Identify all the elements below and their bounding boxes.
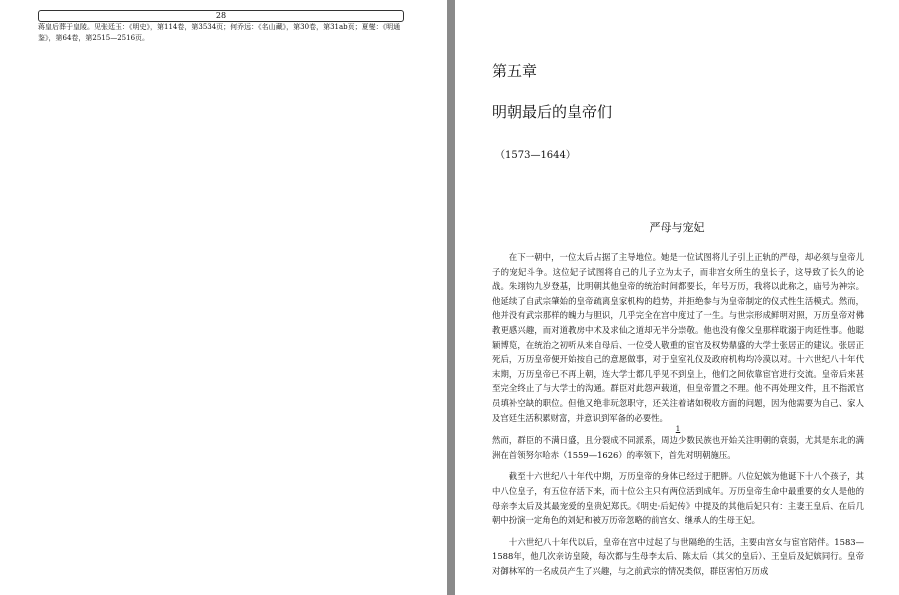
paragraph: 截至十六世纪八十年代中期，万历皇帝的身体已经过于肥胖。八位妃嫔为他诞下十八个孩子，其中八位皇子，有五位存活下来，而十位公主只有两位活到成年。万历皇帝生命中最重要的女人是他的母亲李太后及其最宠爱的皇贵妃郑氏。《明史·后妃传》中提及的其他后妃只有：主妻王皇后、在后几朝中扮演一定角色的刘妃和被万历帝忽略的前宫女、继承人的生母王妃。 — [492, 471, 864, 526]
paragraph: 在下一朝中，一位太后占据了主导地位。她是一位试图将儿子引上正轨的严母，却必须与皇帝儿子的宠妃斗争。这位妃子试图将自己的儿子立为太子，而非宫女所生的皇长子，这导致了长久的论战。朱翊钧九岁登基，比明朝其他皇帝的统治时间都要长，年号万历，我将以此称之，庙号为神宗。他延续了自武宗肇始的皇帝疏离皇家机构的趋势，并拒绝参与为皇帝制定的仪式性生活模式。然而，他并没有武宗那样的魄力与胆识，几乎完全在宫中度过了一生。与世宗形成鲜明对照，万历皇帝对佛教更感兴趣，而对道教房中术及求仙之道却无半分崇敬。他也没有像父皇那样耽溺于肉廷性事。他聪颖博览，在统治之初听从来自母后、一位受人敬重的宦官及权势鼎盛的大学士张居正的建议。张居正死后，万历皇帝便开始按自己的意愿做事，对于皇室礼仪及政府机构均冷漠以对。十六世纪八十年代末期，万历皇帝已不再上朝，连大学士都几乎见不到皇上，他们之间依靠宦官进行交流。皇帝后来甚至完全终止了与大学士的沟通。群臣对此怨声载道，但皇帝置之不理。他不再处理文件，且不指派官员填补空缺的职位。但他又绝非玩忽职守，还关注着诸如税收方面的问题，因为他需要为自己、家人及宫廷生活积累财富，并意识到军备的必要性。 — [492, 252, 864, 423]
page-gutter — [447, 0, 455, 595]
section-title: 严母与宠妃 — [649, 221, 705, 234]
chapter-title: 明朝最后的皇帝们 — [492, 103, 613, 121]
page-mark: 1 — [675, 425, 681, 434]
left-page — [0, 0, 447, 595]
right-page — [455, 0, 899, 595]
footnote: 蒋皇后葬于皇陵。见张廷玉：《明史》，第114卷，第3534页；何乔远：《名山藏》，第30卷，第31ab页；夏燮：《明通鉴》，第64卷，第2515—2516页。 — [38, 23, 401, 42]
paragraph: 十六世纪八十年代以后，皇帝在宫中过起了与世隔绝的生活，主要由宫女与宦官陪伴。1583—1588年，他几次亲访皇陵，每次都与生母李太后、陈太后（其父的皇后）、王皇后及妃嫔同行。皇帝对御林军的一名成员产生了兴趣，与之前武宗的情况类似，群臣害怕万历成 — [492, 536, 864, 576]
paragraph: 然而，群臣的不满日盛，且分裂成不同派系，周边少数民族也开始关注明朝的衰弱，尤其是东北的满洲在首领努尔哈赤（1559—1626）的率领下，首先对明朝施压。 — [492, 435, 864, 460]
body-text — [492, 250, 864, 578]
chapter-label: 第五章 — [492, 62, 538, 80]
page-number-box — [38, 10, 404, 22]
page-number: 28 — [215, 11, 227, 20]
chapter-years: （1573—1644） — [495, 150, 576, 161]
